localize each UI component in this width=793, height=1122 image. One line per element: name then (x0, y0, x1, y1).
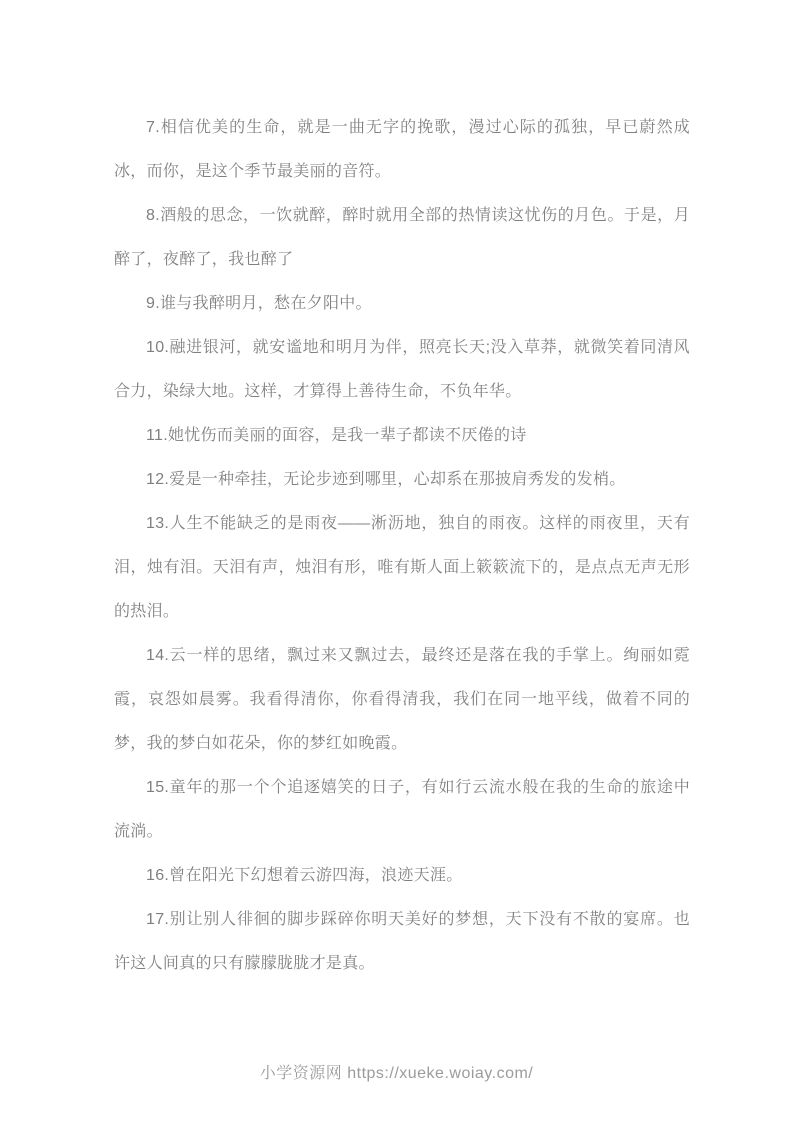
quote-item-13: 13.人生不能缺乏的是雨夜——淅沥地，独自的雨夜。这样的雨夜里，天有泪，烛有泪。天泪有声，烛泪有形，唯有斯人面上簌簌流下的，是点点无声无形的热泪。 (114, 515, 690, 620)
quote-item-7: 7.相信优美的生命，就是一曲无字的挽歌，漫过心际的孤独，早已蔚然成冰，而你，是这个季节最美丽的音符。 (114, 119, 690, 180)
quote-item-17: 17.别让别人徘徊的脚步踩碎你明天美好的梦想，天下没有不散的宴席。也许这人间真的只有朦朦胧胧才是真。 (114, 911, 690, 972)
quote-item-12: 12.爱是一种牵挂，无论步迹到哪里，心却系在那披肩秀发的发梢。 (146, 471, 626, 488)
site-url-link[interactable]: https://xueke.woiay.com/ (347, 1065, 534, 1082)
page-footer (0, 1062, 793, 1086)
site-name: 小学资源网 (259, 1065, 343, 1082)
quote-item-8: 8.酒般的思念，一饮就醉，醉时就用全部的热情读这忧伤的月色。于是，月醉了，夜醉了，我也醉了 (114, 207, 690, 268)
quote-item-9: 9.谁与我醉明月，愁在夕阳中。 (146, 295, 372, 312)
document-text-block (114, 106, 690, 986)
quote-item-14: 14.云一样的思绪，飘过来又飘过去，最终还是落在我的手掌上。绚丽如霓霞，哀怨如晨雾。我看得清你，你看得清我，我们在同一地平线，做着不同的梦，我的梦白如花朵，你的梦红如晚霞。 (114, 647, 690, 752)
quote-item-15: 15.童年的那一个个追逐嬉笑的日子，有如行云流水般在我的生命的旅途中流淌。 (114, 779, 690, 840)
quote-item-11: 11.她忧伤而美丽的面容，是我一辈子都读不厌倦的诗 (146, 427, 527, 444)
quote-item-10: 10.融进银河，就安谧地和明月为伴，照亮长天;没入草莽，就微笑着同清风合力，染绿大地。这样，才算得上善待生命，不负年华。 (114, 339, 690, 400)
quote-item-16: 16.曾在阳光下幻想着云游四海，浪迹天涯。 (146, 867, 463, 884)
